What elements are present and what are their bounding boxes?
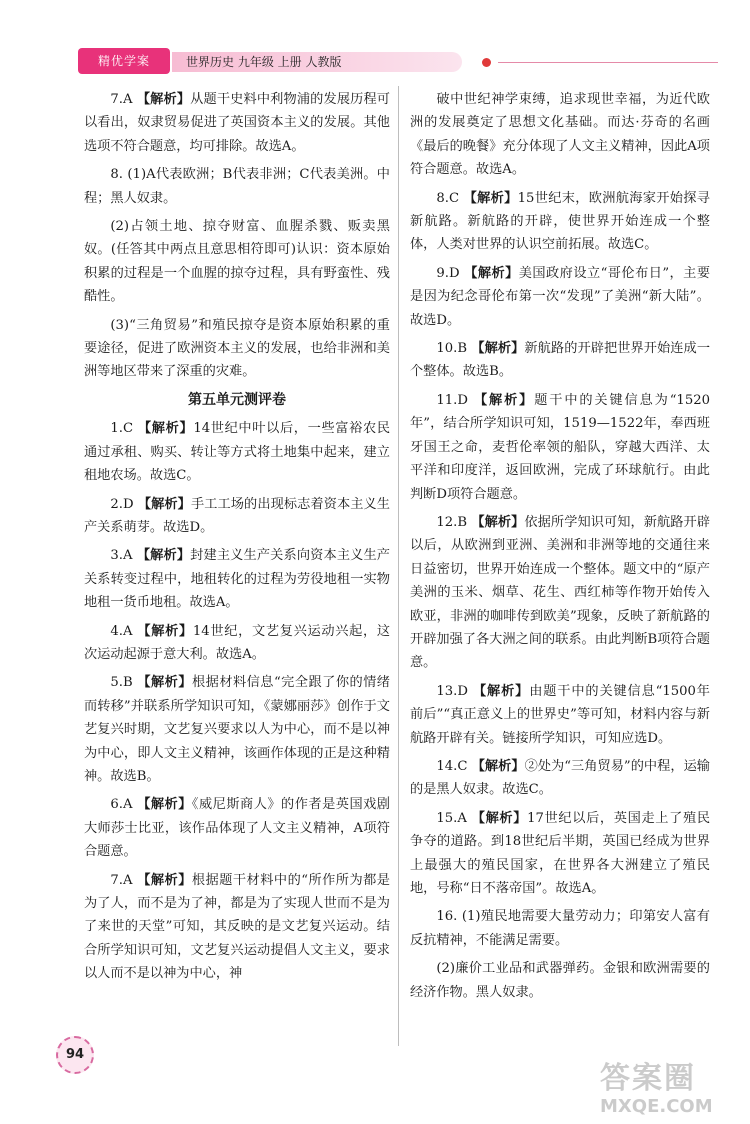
answer-text: 从题干史料中利物浦的发展历程可以看出，奴隶贸易促进了英国资本主义的发展。其他选项不符合题意，均可排除。故选A。 bbox=[84, 92, 390, 154]
book-info-banner: 世界历史 九年级 上册 人教版 bbox=[172, 52, 462, 72]
answer-number: 16. bbox=[436, 909, 458, 925]
answer-number: 13.D bbox=[436, 683, 468, 699]
answer-number: 5.B bbox=[110, 675, 133, 691]
analysis-tag: 【解析】 bbox=[137, 872, 192, 888]
answer-text: (1)殖民地需要大量劳动力；印第安人富有反抗精神，不能满足需要。 bbox=[410, 909, 710, 948]
page-number: 94 bbox=[56, 1036, 94, 1074]
answer-text: 14世纪中叶以后，一些富裕农民通过承租、购买、转让等方式将土地集中起来，建立租地农场。故选C。 bbox=[84, 421, 391, 484]
answer-item bbox=[410, 755, 710, 802]
answer-text: 美国政府设立“哥伦布日”，主要是因为纪念哥伦布第一次“发现”了美洲“新大陆”。故选D。 bbox=[410, 265, 711, 328]
answer-item bbox=[410, 680, 710, 750]
answer-text: 题干中的关键信息为“1520年”，结合所学知识可知，1519—1522年，奉西班牙国王之命，麦哲伦率领的船队，穿越大西洋、太平洋和印度洋，返回欧洲，完成了环球航行。由此判断D项符合题意。 bbox=[410, 392, 710, 502]
answer-text: 17世纪以后，英国走上了殖民争夺的道路。到18世纪后半期，英国已经成为世界上最强大的殖民国家，在世界各大洲建立了殖民地，号称“日不落帝国”。故选A。 bbox=[410, 810, 711, 896]
answer-text: 根据材料信息“完全跟了你的情绪而转移”并联系所学知识可知，《蒙娜丽莎》创作于文艺复兴时期，文艺复兴要求以人为中心，而不是以神为中心，即人文主义精神，该画作体现的正是这种精神。故选B。 bbox=[84, 675, 390, 784]
answer-number: 10.B bbox=[436, 341, 468, 357]
answer-item bbox=[410, 88, 710, 182]
answer-text: 新航路的开辟把世界开始连成一个整体。故选B。 bbox=[410, 341, 711, 380]
answer-item bbox=[84, 314, 390, 384]
answer-number: 6.A bbox=[110, 797, 133, 813]
analysis-tag: 【解析】 bbox=[474, 392, 535, 408]
answer-number: 15.A bbox=[436, 810, 467, 826]
answer-text: 手工工场的出现标志着资本主义生产关系萌芽。故选D。 bbox=[84, 496, 390, 535]
answer-text: (2)占领土地、掠夺财富、血腥杀戮、贩卖黑奴。(任答其中两点且意思相符即可)认识：资本原始积累的过程是一个血腥的掠夺过程，具有野蛮性、残酷性。 bbox=[84, 219, 390, 305]
analysis-tag: 【解析】 bbox=[464, 265, 519, 281]
analysis-tag: 【解析】 bbox=[137, 675, 192, 691]
answer-text: 由题干中的关键信息“1500年前后”“真正意义上的世界史”等可知，材料内容与新航路开辟有关。链接所学知识，可知应选D。 bbox=[410, 683, 710, 746]
answer-number: 9.D bbox=[436, 265, 460, 281]
answer-text: 14世纪，文艺复兴运动兴起，这次运动起源于意大利。故选A。 bbox=[84, 623, 391, 662]
answer-number: 7.A bbox=[110, 92, 133, 107]
answer-text: (3)“三角贸易”和殖民掠夺是资本原始积累的重要途径，促进了欧洲资本主义的发展，也给非洲和美洲等地区带来了深重的灾难。 bbox=[84, 317, 390, 380]
answer-item bbox=[410, 807, 710, 901]
answer-number: 8. bbox=[110, 167, 123, 183]
analysis-tag: 【解析】 bbox=[137, 496, 191, 512]
answer-text: 根据题干材料中的“所作所为都是为了人，而不是为了神，都是为了实现人世而不是为了来世的天堂”可知，其反映的是文艺复兴运动。结合所学知识可知，文艺复兴运动提倡人文主义，要求以人而不是以神为中心，神 bbox=[84, 872, 390, 982]
answer-item bbox=[84, 88, 390, 158]
answer-text: 《威尼斯商人》的作者是英国戏剧大师莎士比亚，该作品体现了人文主义精神，A项符合题意。 bbox=[84, 797, 390, 860]
analysis-tag: 【解析】 bbox=[471, 810, 528, 826]
analysis-tag: 【解析】 bbox=[463, 190, 518, 206]
answer-item bbox=[84, 215, 390, 309]
header-rule bbox=[498, 62, 718, 63]
answer-number: 4.A bbox=[110, 623, 133, 639]
analysis-tag: 【解析】 bbox=[471, 341, 525, 357]
watermark-text: 答案圈 bbox=[600, 1061, 696, 1096]
header-dot-icon bbox=[482, 58, 491, 67]
answer-text: ②处为“三角贸易”的中程，运输的是黑人奴隶。故选C。 bbox=[410, 758, 710, 798]
answer-item bbox=[84, 544, 390, 614]
analysis-tag: 【解析】 bbox=[136, 548, 191, 564]
answer-item bbox=[84, 493, 390, 540]
answer-text: 封建主义生产关系向资本主义生产关系转变过程中，地租转化的过程为劳役地租一实物地租一货币地租。故选A。 bbox=[84, 548, 390, 611]
page-header bbox=[66, 44, 696, 78]
answer-item bbox=[410, 187, 710, 257]
section-title: 第五单元测评卷 bbox=[188, 391, 286, 408]
answer-item bbox=[84, 671, 390, 788]
watermark-logo bbox=[600, 1062, 750, 1124]
answer-number: 1.C bbox=[110, 421, 134, 437]
watermark-url: MXQE.COM bbox=[600, 1096, 713, 1117]
analysis-tag: 【解析】 bbox=[137, 797, 192, 813]
answer-number: 14.C bbox=[436, 758, 468, 774]
answer-item bbox=[410, 511, 710, 675]
answer-item bbox=[84, 869, 390, 986]
left-column bbox=[84, 88, 390, 991]
answer-number: 8.C bbox=[436, 190, 460, 206]
answer-item bbox=[84, 163, 390, 210]
analysis-tag: 【解析】 bbox=[137, 421, 194, 437]
analysis-tag: 【解析】 bbox=[471, 758, 525, 774]
analysis-tag: 【解析】 bbox=[471, 514, 525, 530]
answer-text: (2)廉价工业品和武器弹药。金银和欧洲需要的经济作物。黑人奴隶。 bbox=[410, 961, 710, 1000]
brand-label: 精优学案 bbox=[78, 48, 170, 74]
answer-number: 12.B bbox=[436, 514, 468, 530]
answer-item bbox=[410, 337, 710, 384]
answer-item bbox=[84, 417, 390, 487]
answer-number: 2.D bbox=[110, 496, 134, 512]
analysis-tag: 【解析】 bbox=[136, 92, 191, 107]
answer-text: 15世纪末，欧洲航海家开始探寻新航路。新航路的开辟，使世界开始连成一个整体，人类对世界的认识空前拓展。故选C。 bbox=[410, 190, 710, 253]
answer-number: 3.A bbox=[110, 548, 133, 564]
answer-item bbox=[410, 957, 710, 1004]
right-column bbox=[410, 88, 710, 1009]
answer-text: 破中世纪神学束缚，追求现世幸福，为近代欧洲的发展奠定了思想文化基础。而达·芬奇的名画《最后的晚餐》充分体现了人文主义精神，因此A项符合题意。故选A。 bbox=[410, 92, 710, 178]
answer-item bbox=[410, 905, 710, 952]
answer-item bbox=[84, 620, 390, 667]
analysis-tag: 【解析】 bbox=[137, 623, 193, 639]
answer-text: 依据所学知识可知，新航路开辟以后，从欧洲到亚洲、美洲和非洲等地的交通往来日益密切，世界开始连成一个整体。题文中的“原产美洲的玉米、烟草、花生、西红柿等作物开始传入欧亚，非洲的咖啡传到欧美”现象，反映了新航路的开辟加强了各大洲之间的联系。由此判断B项符合题意。 bbox=[410, 514, 711, 671]
answer-item bbox=[410, 262, 710, 332]
analysis-tag: 【解析】 bbox=[473, 683, 530, 699]
answer-item bbox=[410, 389, 710, 506]
column-divider bbox=[398, 86, 399, 1046]
answer-item bbox=[84, 793, 390, 863]
answer-text: (1)A代表欧洲；B代表非洲；C代表美洲。中程；黑人奴隶。 bbox=[84, 167, 390, 206]
answer-number: 7.A bbox=[110, 872, 133, 888]
answer-number: 11.D bbox=[436, 392, 468, 408]
